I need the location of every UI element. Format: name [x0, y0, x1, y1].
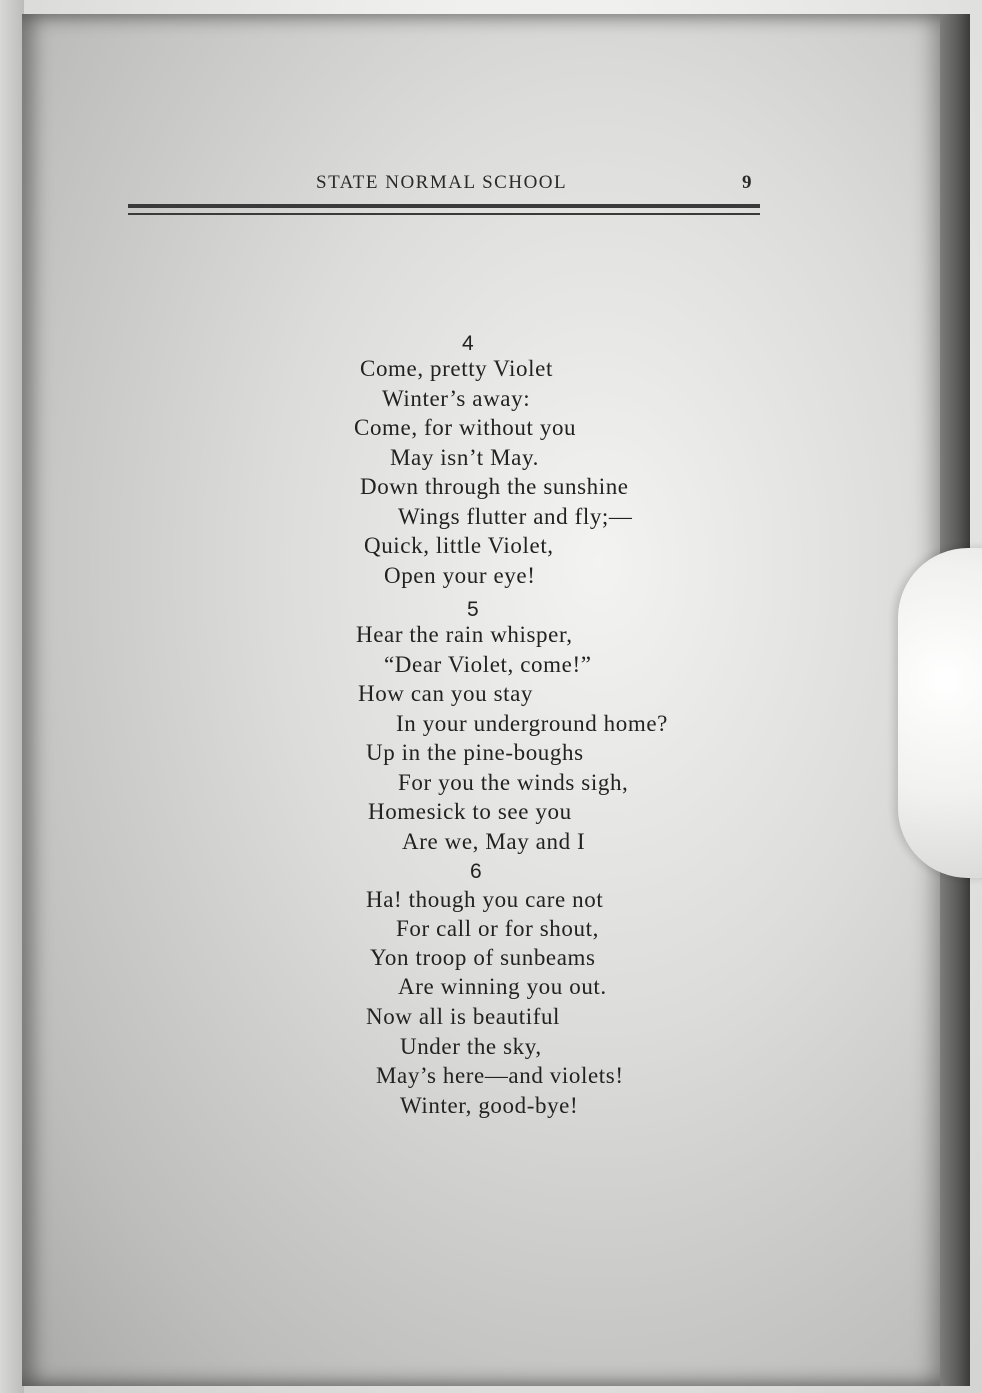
running-head: STATE NORMAL SCHOOL: [316, 172, 568, 193]
left-page-edge: [0, 0, 24, 1393]
stanza-number: 6: [470, 860, 482, 883]
header-rule-thick: [128, 204, 760, 208]
poem-line: Come, for without you: [354, 415, 577, 440]
header-rule-thin: [128, 213, 760, 215]
stanza-number: 5: [467, 598, 479, 621]
poem-line: Quick, little Violet,: [364, 533, 554, 558]
poem-line: In your underground home?: [396, 711, 668, 736]
poem-line: Open your eye!: [384, 563, 536, 588]
poem-line: “Dear Violet, come!”: [384, 652, 592, 677]
poem-line: Homesick to see you: [368, 799, 572, 824]
poem-line: Down through the sunshine: [360, 474, 629, 499]
poem-line: Come, pretty Violet: [360, 356, 553, 381]
poem-line: Winter’s away:: [382, 386, 531, 411]
poem-line: Under the sky,: [400, 1034, 542, 1059]
poem-line: Up in the pine-boughs: [366, 740, 584, 765]
poem-line: For you the winds sigh,: [398, 770, 629, 795]
poem-line: How can you stay: [358, 681, 534, 706]
poem-line: Hear the rain whisper,: [356, 622, 573, 647]
holding-thumb: [898, 548, 982, 878]
poem-line: Are we, May and I: [402, 829, 586, 854]
poem-line: Winter, good-bye!: [400, 1093, 579, 1118]
poem-line: Wings flutter and fly;—: [398, 504, 633, 529]
poem-line: May’s here—and violets!: [376, 1063, 624, 1088]
poem-line: For call or for shout,: [396, 916, 599, 941]
page-header: [0, 172, 982, 202]
poem-line: May isn’t May.: [390, 445, 539, 470]
poem-line: Ha! though you care not: [366, 887, 604, 912]
poem-line: Now all is beautiful: [366, 1004, 561, 1029]
stanza-number: 4: [462, 332, 474, 355]
page-number: 9: [742, 172, 752, 193]
poem-line: Yon troop of sunbeams: [370, 945, 596, 970]
poem-line: Are winning you out.: [398, 974, 607, 999]
